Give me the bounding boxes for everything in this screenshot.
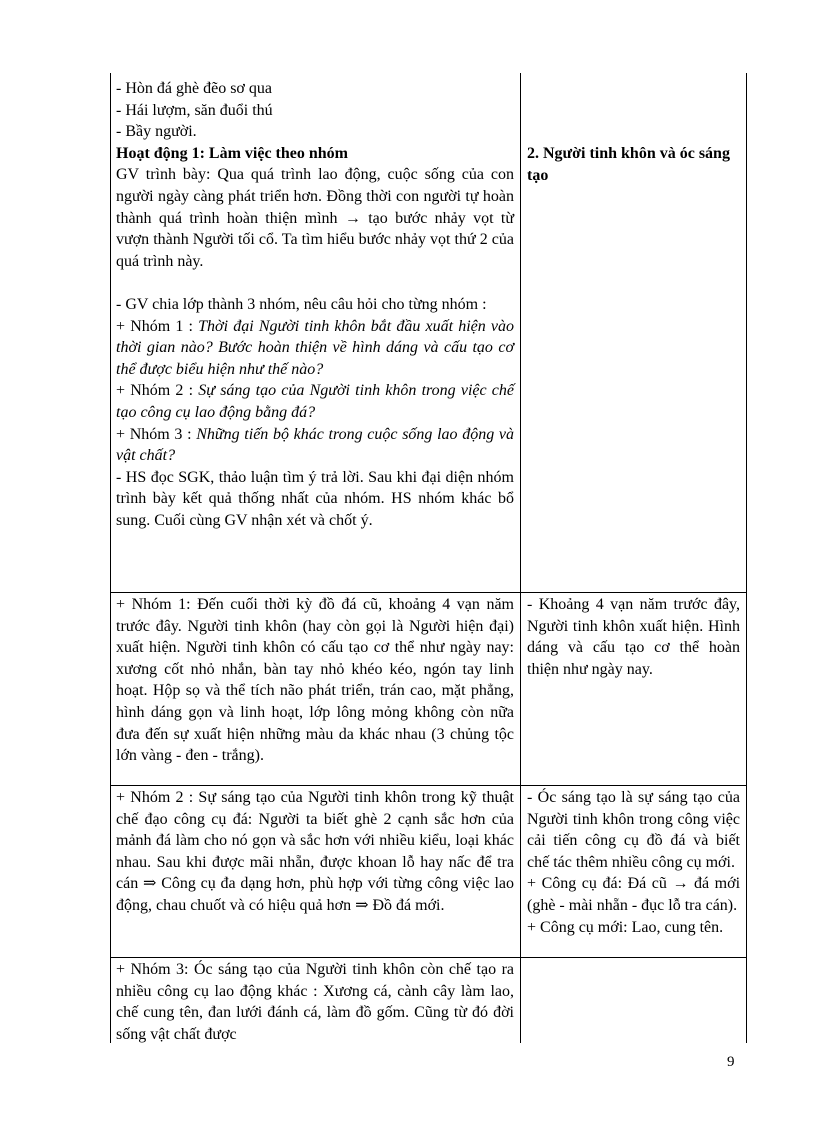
previous-summary-line-2: - Hái lượm, săn đuổi thú: [116, 101, 273, 119]
hs-task: - HS đọc SGK, thảo luận tìm ý trả lời. Sau khi đại diện nhóm trình bày kết quả thống nhất của nhóm. HS nhóm khác bổ sung. Cuối cùng GV nhận xét và chốt ý.: [116, 468, 514, 529]
group-1-answer: + Nhóm 1: Đến cuối thời kỳ đồ đá cũ, khoảng 4 vạn năm trước đây. Người tinh khôn (hay còn gọi là Người hiện đại) xuất hiện. Người tinh khôn có cấu tạo cơ thể như ngày nay: xương cốt nhỏ nhắn, bàn tay nhỏ khéo kéo, ngón tay linh hoạt. Hộp sọ và thể tích não phát triển, trán cao, mặt phẳng, hình dáng gọn và linh hoạt, lớp lông mỏng không còn nữa đưa đến sự xuất hiện những màu da khác nhau (3 chủng tộc lớn vàng - đen - trắng).: [116, 596, 514, 765]
section-heading: 2. Người tinh khôn và óc sáng tạo: [527, 145, 730, 184]
activity-heading: Hoạt động 1: Làm việc theo nhóm: [116, 144, 348, 162]
row1-left-cell: [116, 78, 514, 531]
table-left-border: [110, 73, 111, 1043]
question-group-3: + Nhóm 3 : Những tiến bộ khác trong cuộc sống lao động và vật chất?: [116, 425, 515, 465]
previous-summary-line-3: - Bầy người.: [116, 123, 197, 141]
row3-left-cell: [116, 787, 514, 917]
row1-right-cell: [527, 143, 740, 186]
row3-right-cell: [527, 787, 740, 938]
question-group-1: + Nhóm 1 : Thời đại Người tinh khôn bắt đầu xuất hiện vào thời gian nào? Bước hoàn thiện về hình dáng và cấu tạo cơ thể được biểu hiện như thế nào?: [116, 317, 515, 378]
row-divider-3: [110, 957, 747, 958]
row4-left-cell: [116, 959, 514, 1045]
row-divider-1: [110, 592, 747, 593]
group-division: - GV chia lớp thành 3 nhóm, nêu câu hỏi cho từng nhóm :: [116, 295, 487, 313]
arrow-right-icon: →: [672, 875, 689, 893]
group-2-summary: - Óc sáng tạo là sự sáng tạo của Người tinh khôn trong công việc cải tiến công cụ đồ đá và biết chế tác thêm nhiều công cụ mới.: [527, 789, 740, 871]
table-right-border: [746, 73, 747, 1043]
group-2-answer: + Nhóm 2 : Sự sáng tạo của Người tinh khôn trong kỹ thuật chế đạo công cụ đá: Người ta biết ghè 2 cạnh sắc hơn của mảnh đá làm cho nó gọn và sắc hơn với nhiều kiểu, loại khác nhau. Sau khi được mãi nhẵn, được khoan lỗ hay nấc để tra cán ⇒ Công cụ đa dạng hơn, phù hợp với từng công việc lao động, chau chuốt và có hiệu quả hơn ⇒ Đồ đá mới.: [116, 789, 515, 914]
page-number: 9: [727, 1054, 735, 1070]
question-group-2: + Nhóm 2 : Sự sáng tạo của Người tinh khôn trong việc chế tạo công cụ lao động bằng đá?: [116, 382, 515, 421]
arrow-right-icon: →: [344, 209, 361, 227]
new-tool-note: + Công cụ mới: Lao, cung tên.: [527, 918, 724, 936]
blank-line: [116, 272, 514, 294]
table-column-divider: [520, 73, 521, 1043]
group-3-answer: + Nhóm 3: Óc sáng tạo của Người tinh khôn còn chế tạo ra nhiều công cụ lao động khác : Xương cá, cành cây làm lao, chế cung tên, đan lưới đánh cá, làm đồ gốm. Cũng từ đó đời sống vật chất được: [116, 961, 514, 1043]
previous-summary-line-1: - Hòn đá ghè đẽo sơ qua: [116, 80, 272, 97]
row2-left-cell: [116, 594, 514, 767]
row2-right-cell: [527, 594, 740, 680]
stone-tool-note: + Công cụ đá: Đá cũ → đá mới (ghè - mài nhẵn - đục lỗ tra cán).: [527, 875, 741, 914]
implies-icon: ⇒: [355, 896, 369, 914]
implies-icon: ⇒: [143, 875, 157, 893]
group-1-summary: - Khoảng 4 vạn năm trước đây, Người tinh khôn xuất hiện. Hình dáng và cấu tạo cơ thể hoàn thiện như ngày nay.: [527, 596, 740, 678]
row-divider-2: [110, 785, 747, 786]
gv-intro: GV trình bày: Qua quá trình lao động, cuộc sống của con người ngày càng phát triển hơn. Đồng thời con người tự hoàn thành quá trình hoàn thiện mình → tạo bước nhảy vọt từ vượn thành Người tối cổ. Ta tìm hiểu bước nhảy vọt thứ 2 của quá trình này.: [116, 166, 515, 270]
